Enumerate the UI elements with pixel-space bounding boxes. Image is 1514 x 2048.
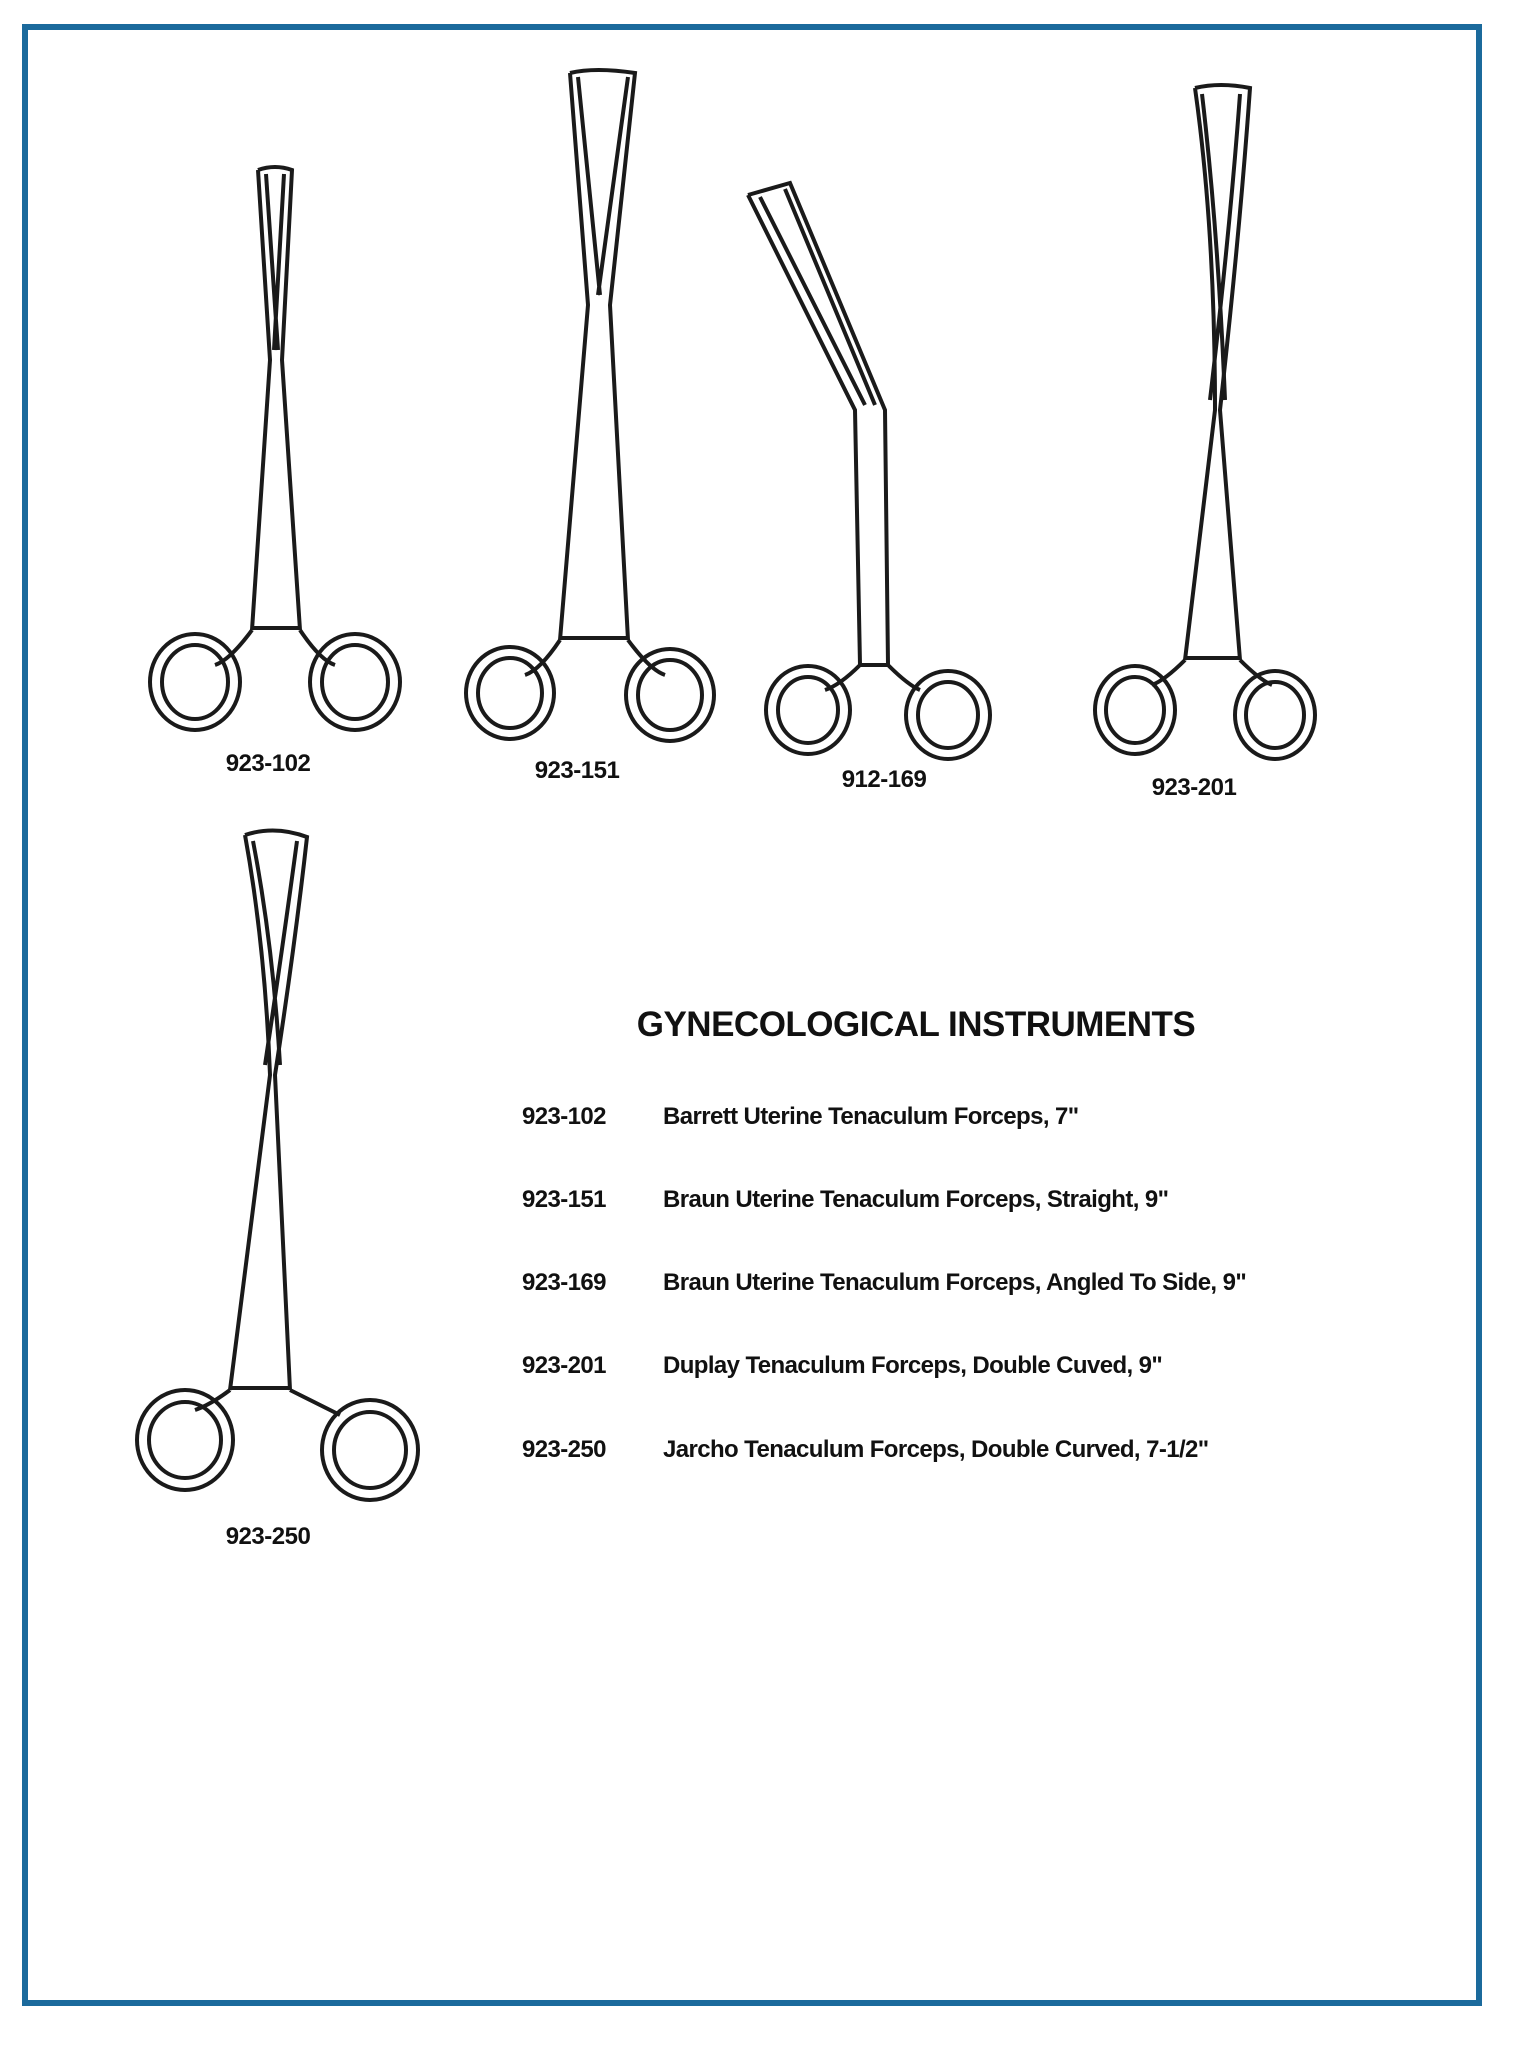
list-item (522, 1352, 1162, 1380)
list-item (522, 1186, 1168, 1214)
item-description: Jarcho Tenaculum Forceps, Double Curved, 7-1/2" (663, 1436, 1209, 1463)
figure-label: 912-169 (841, 766, 927, 793)
figure-label: 923-102 (225, 750, 311, 777)
item-code: 923-151 (522, 1186, 606, 1213)
forceps-illustration-912-169 (740, 175, 1000, 765)
section-title: GYNECOLOGICAL INSTRUMENTS (636, 1005, 1196, 1044)
item-description: Duplay Tenaculum Forceps, Double Cuved, 9" (663, 1352, 1163, 1379)
forceps-illustration-923-250 (125, 825, 425, 1515)
item-code: 923-201 (522, 1352, 606, 1379)
forceps-illustration-923-201 (1090, 80, 1320, 770)
list-item (522, 1436, 1209, 1464)
figure-label: 923-201 (1151, 774, 1237, 801)
item-description: Barrett Uterine Tenaculum Forceps, 7" (663, 1103, 1079, 1130)
item-code: 923-102 (522, 1103, 606, 1130)
list-item (522, 1269, 1246, 1297)
item-code: 923-250 (522, 1436, 606, 1463)
item-description: Braun Uterine Tenaculum Forceps, Angled To Side, 9" (663, 1269, 1247, 1296)
forceps-illustration-923-102 (140, 160, 410, 750)
item-description: Braun Uterine Tenaculum Forceps, Straight, 9" (663, 1186, 1169, 1213)
forceps-illustration-923-151 (460, 65, 720, 755)
list-item (522, 1103, 1079, 1131)
figure-label: 923-151 (534, 757, 620, 784)
item-code: 923-169 (522, 1269, 606, 1296)
figure-label: 923-250 (225, 1523, 311, 1550)
